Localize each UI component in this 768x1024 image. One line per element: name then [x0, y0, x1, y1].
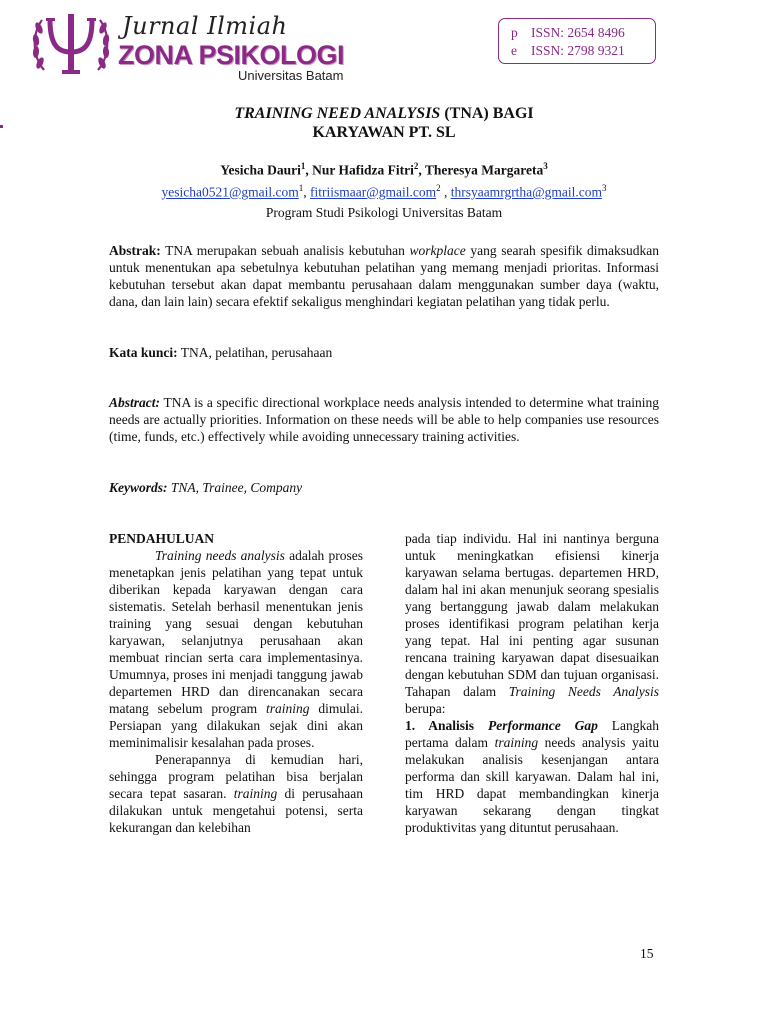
paragraph: Penerapannya di kemudian hari, sehingga program pelatihan bisa berjalan secara tepat sasaran. training di perusahaan dilakukan untuk mengetahui potensi, serta kekurangan dan kelebihan [109, 752, 363, 835]
journal-title-top: Jurnal Ilmiah [122, 12, 288, 40]
abstract-english: Abstract: TNA is a specific directional workplace needs analysis intended to determine what training needs are actually priorities. Information on these needs will be able to help companies use resources (time, funds, etc.) effectively while avoiding unnecessary training activities. [109, 395, 659, 444]
author-emails: yesicha0521@gmail.com$^1$, fitriismaar@gmail.com$^2$ , thrsyaamrgrtha@gmail.com$^3$ [161, 183, 607, 200]
issn-box [498, 18, 656, 64]
email-link-1[interactable]: yesicha0521@gmail.com [161, 184, 299, 200]
abstract-indonesian: Abstrak: TNA merupakan sebuah analisis kebutuhan workplace yang searah spesifik dimaksudkan untuk menentukan apa sebetulnya kebutuhan pelatihan yang memang menjadi prioritas. Informasi kebutuhan tersebut akan dapat membantu perusahaan dalam menggunakan sumber daya (waktu, dana, dan lain lain) secara efektif sekaligus menghindari kegiatan pelatihan yang tidak perlu. [109, 243, 659, 309]
email-link-3[interactable]: thrsyaamrgrtha@gmail.com [450, 184, 602, 200]
issn-electronic: e ISSN: 2798 9321 [511, 43, 625, 58]
section-heading: PENDAHULUAN [109, 531, 215, 546]
journal-logo-icon [30, 12, 112, 78]
paragraph: pada tiap individu. Hal ini nantinya berguna untuk meningkatkan efisiensi kinerja karyawan selama bertugas. departemen HRD, dalam hal ini akan menunjuk seorang spesialis yang bertanggung jawab dalam melakukan proses identifikasi program pelatihan kerja yang tepat. Hal ini penting agar susunan rencana training karyawan dapat disesuaikan dengan kebutuhan SDM dan tujuan organisasi. Tahapan dalam Training Needs Analysis berupa: [405, 531, 659, 716]
paper-title: TRAINING NEED ANALYSIS (TNA) BAGI KARYAWAN PT. SL [234, 105, 534, 141]
email-link-2[interactable]: fitriismaar@gmail.com [310, 184, 437, 200]
keywords-english: Keywords: TNA, Trainee, Company [109, 480, 303, 495]
right-column [405, 530, 659, 836]
paragraph: Training needs analysis adalah proses menetapkan jenis pelatihan yang tepat untuk diberikan kepada karyawan dengan cara sistematis. Setelah berhasil menentukan jenis training yang sesuai dengan kebutuhan karyawan, selanjutnya perusahaan akan membuat rincian serta cara implementasinya. Umumnya, proses ini menjadi tanggung jawab departemen HRD dan direncanakan secara matang sebelum program training dimulai. Persiapan yang dilakukan sejak dini akan meminimalisir kesalahan pada proses. [109, 548, 363, 750]
affiliation: Program Studi Psikologi Universitas Batam [265, 205, 503, 220]
left-column [109, 530, 363, 836]
university-name: Universitas Batam [238, 68, 344, 83]
journal-name: ZONA PSIKOLOGI [118, 40, 345, 70]
keywords-indonesian: Kata kunci: TNA, pelatihan, perusahaan [109, 345, 333, 360]
journal-brand [118, 12, 418, 84]
issn-print: p ISSN: 2654 8496 [511, 25, 625, 40]
page-number: 15 [640, 946, 654, 961]
author-list: Yesicha Dauri$^1$, Nur Hafidza Fitri$^2$, Theresya Margareta$^3$ [220, 161, 548, 178]
paragraph: 1. Analisis Performance Gap Langkah pertama dalam training needs analysis yaitu melakukan analisis kesenjangan antara performa dan skill karyawan. Dalam hal ini, tim HRD dapat membandingkan kinerja karyawan sekarang dengan tingkat produktivitas yang dituntut perusahaan. [405, 718, 659, 835]
